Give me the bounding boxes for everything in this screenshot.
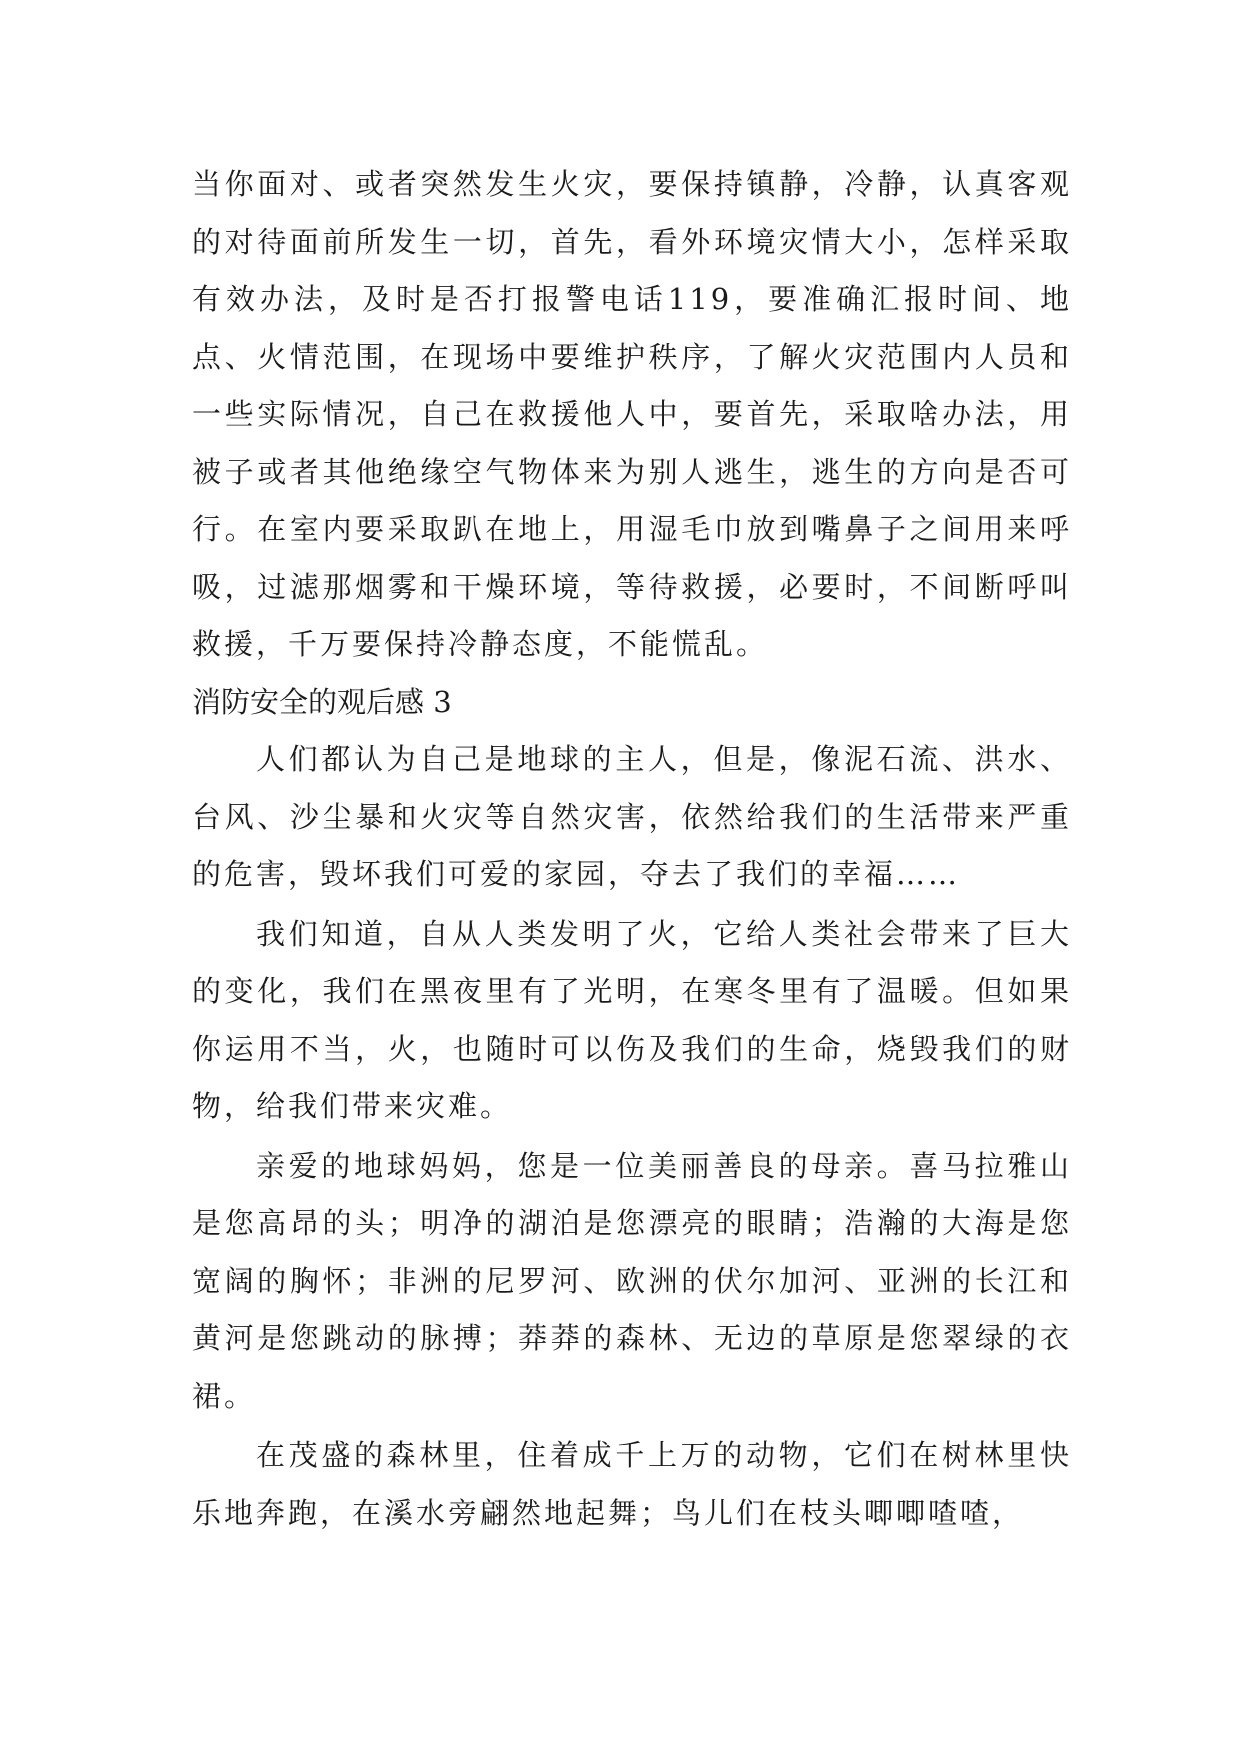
document-body bbox=[192, 156, 1072, 1542]
paragraph-mother-earth: 亲爱的地球妈妈，您是一位美丽善良的母亲。喜马拉雅山是您高昂的头；明净的湖泊是您漂亮的眼睛；浩瀚的大海是您宽阔的胸怀；非洲的尼罗河、欧洲的伏尔加河、亚洲的长江和黄河是您跳动的脉搏；莽莽的森林、无边的草原是您翠绿的衣裙。 bbox=[192, 1148, 1072, 1413]
section-heading: 消防安全的观后感 3 bbox=[192, 684, 452, 719]
paragraph-fire-response: 当你面对、或者突然发生火灾，要保持镇静，冷静，认真客观的对待面前所发生一切，首先，看外环境灾情大小，怎样采取有效办法，及时是否打报警电话119，要准确汇报时间、地点、火情范围，在现场中要维护秩序，了解火灾范围内人员和一些实际情况，自己在救援他人中，要首先，采取啥办法，用被子或者其他绝缘空气物体来为别人逃生，逃生的方向是否可行。在室内要采取趴在地上，用湿毛巾放到嘴鼻子之间用来呼吸，过滤那烟雾和干燥环境，等待救援，必要时，不间断呼叫救援，千万要保持冷静态度，不能慌乱。 bbox=[192, 167, 1072, 661]
paragraph-forest: 在茂盛的森林里，住着成千上万的动物，它们在树林里快乐地奔跑，在溪水旁翩然地起舞；鸟儿们在枝头唧唧喳喳， bbox=[192, 1438, 1072, 1530]
paragraph-invention-of-fire: 我们知道，自从人类发明了火，它给人类社会带来了巨大的变化，我们在黑夜里有了光明，在寒冬里有了温暖。但如果你运用不当，火，也随时可以伤及我们的生命，烧毁我们的财物，给我们带来灾难。 bbox=[192, 916, 1072, 1123]
paragraph-natural-disasters: 人们都认为自己是地球的主人，但是，像泥石流、洪水、台风、沙尘暴和火灾等自然灾害，依然给我们的生活带来严重的危害，毁坏我们可爱的家园，夺去了我们的幸福…… bbox=[192, 742, 1072, 891]
